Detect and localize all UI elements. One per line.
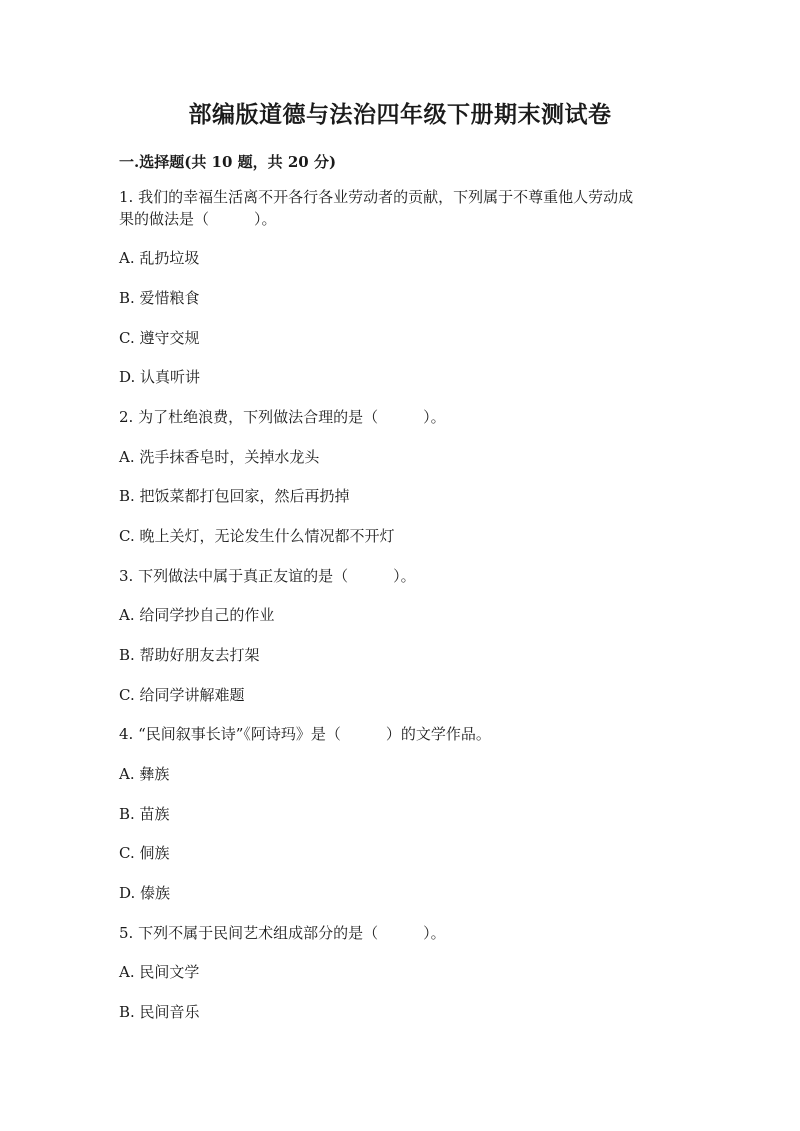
question-2-option-a: A. 洗手抹香皂时，关掉水龙头 (119, 448, 320, 466)
question-4-option-c: C. 侗族 (119, 844, 170, 862)
question-1-option-d: D. 认真听讲 (119, 368, 201, 386)
question-3-option-b: B. 帮助好朋友去打架 (119, 646, 260, 664)
question-5-option-b: B. 民间音乐 (119, 1003, 200, 1021)
page-title: 部编版道德与法治四年级下册期末测试卷 (188, 101, 612, 128)
question-4-option-b: B. 苗族 (119, 805, 170, 823)
question-1-stem-line-2: 果的做法是（ ）。 (119, 210, 277, 228)
question-5-option-a: A. 民间文学 (119, 963, 200, 981)
question-3-option-c: C. 给同学讲解难题 (119, 686, 245, 704)
question-1-stem-line-1: 1. 我们的幸福生活离不开各行各业劳动者的贡献，下列属于不尊重他人劳动成 (119, 188, 634, 206)
question-2-option-b: B. 把饭菜都打包回家，然后再扔掉 (119, 487, 350, 505)
question-5-stem: 5. 下列不属于民间艺术组成部分的是（ ）。 (119, 924, 446, 942)
question-3-option-a: A. 给同学抄自己的作业 (119, 606, 275, 624)
question-4-option-a: A. 彝族 (119, 765, 170, 783)
question-1-option-c: C. 遵守交规 (119, 329, 200, 347)
question-2-option-c: C. 晚上关灯，无论发生什么情况都不开灯 (119, 527, 395, 545)
question-1-option-b: B. 爱惜粮食 (119, 289, 200, 307)
question-1-option-a: A. 乱扔垃圾 (119, 249, 200, 267)
question-3-stem: 3. 下列做法中属于真正友谊的是（ ）。 (119, 567, 416, 585)
question-4-option-d: D. 傣族 (119, 884, 171, 902)
question-2-stem: 2. 为了杜绝浪费，下列做法合理的是（ ）。 (119, 408, 446, 426)
section-heading: 一.选择题(共 10 题，共 20 分) (119, 153, 337, 171)
question-4-stem: 4. “民间叙事长诗”《阿诗玛》是（ ）的文学作品。 (119, 725, 491, 743)
